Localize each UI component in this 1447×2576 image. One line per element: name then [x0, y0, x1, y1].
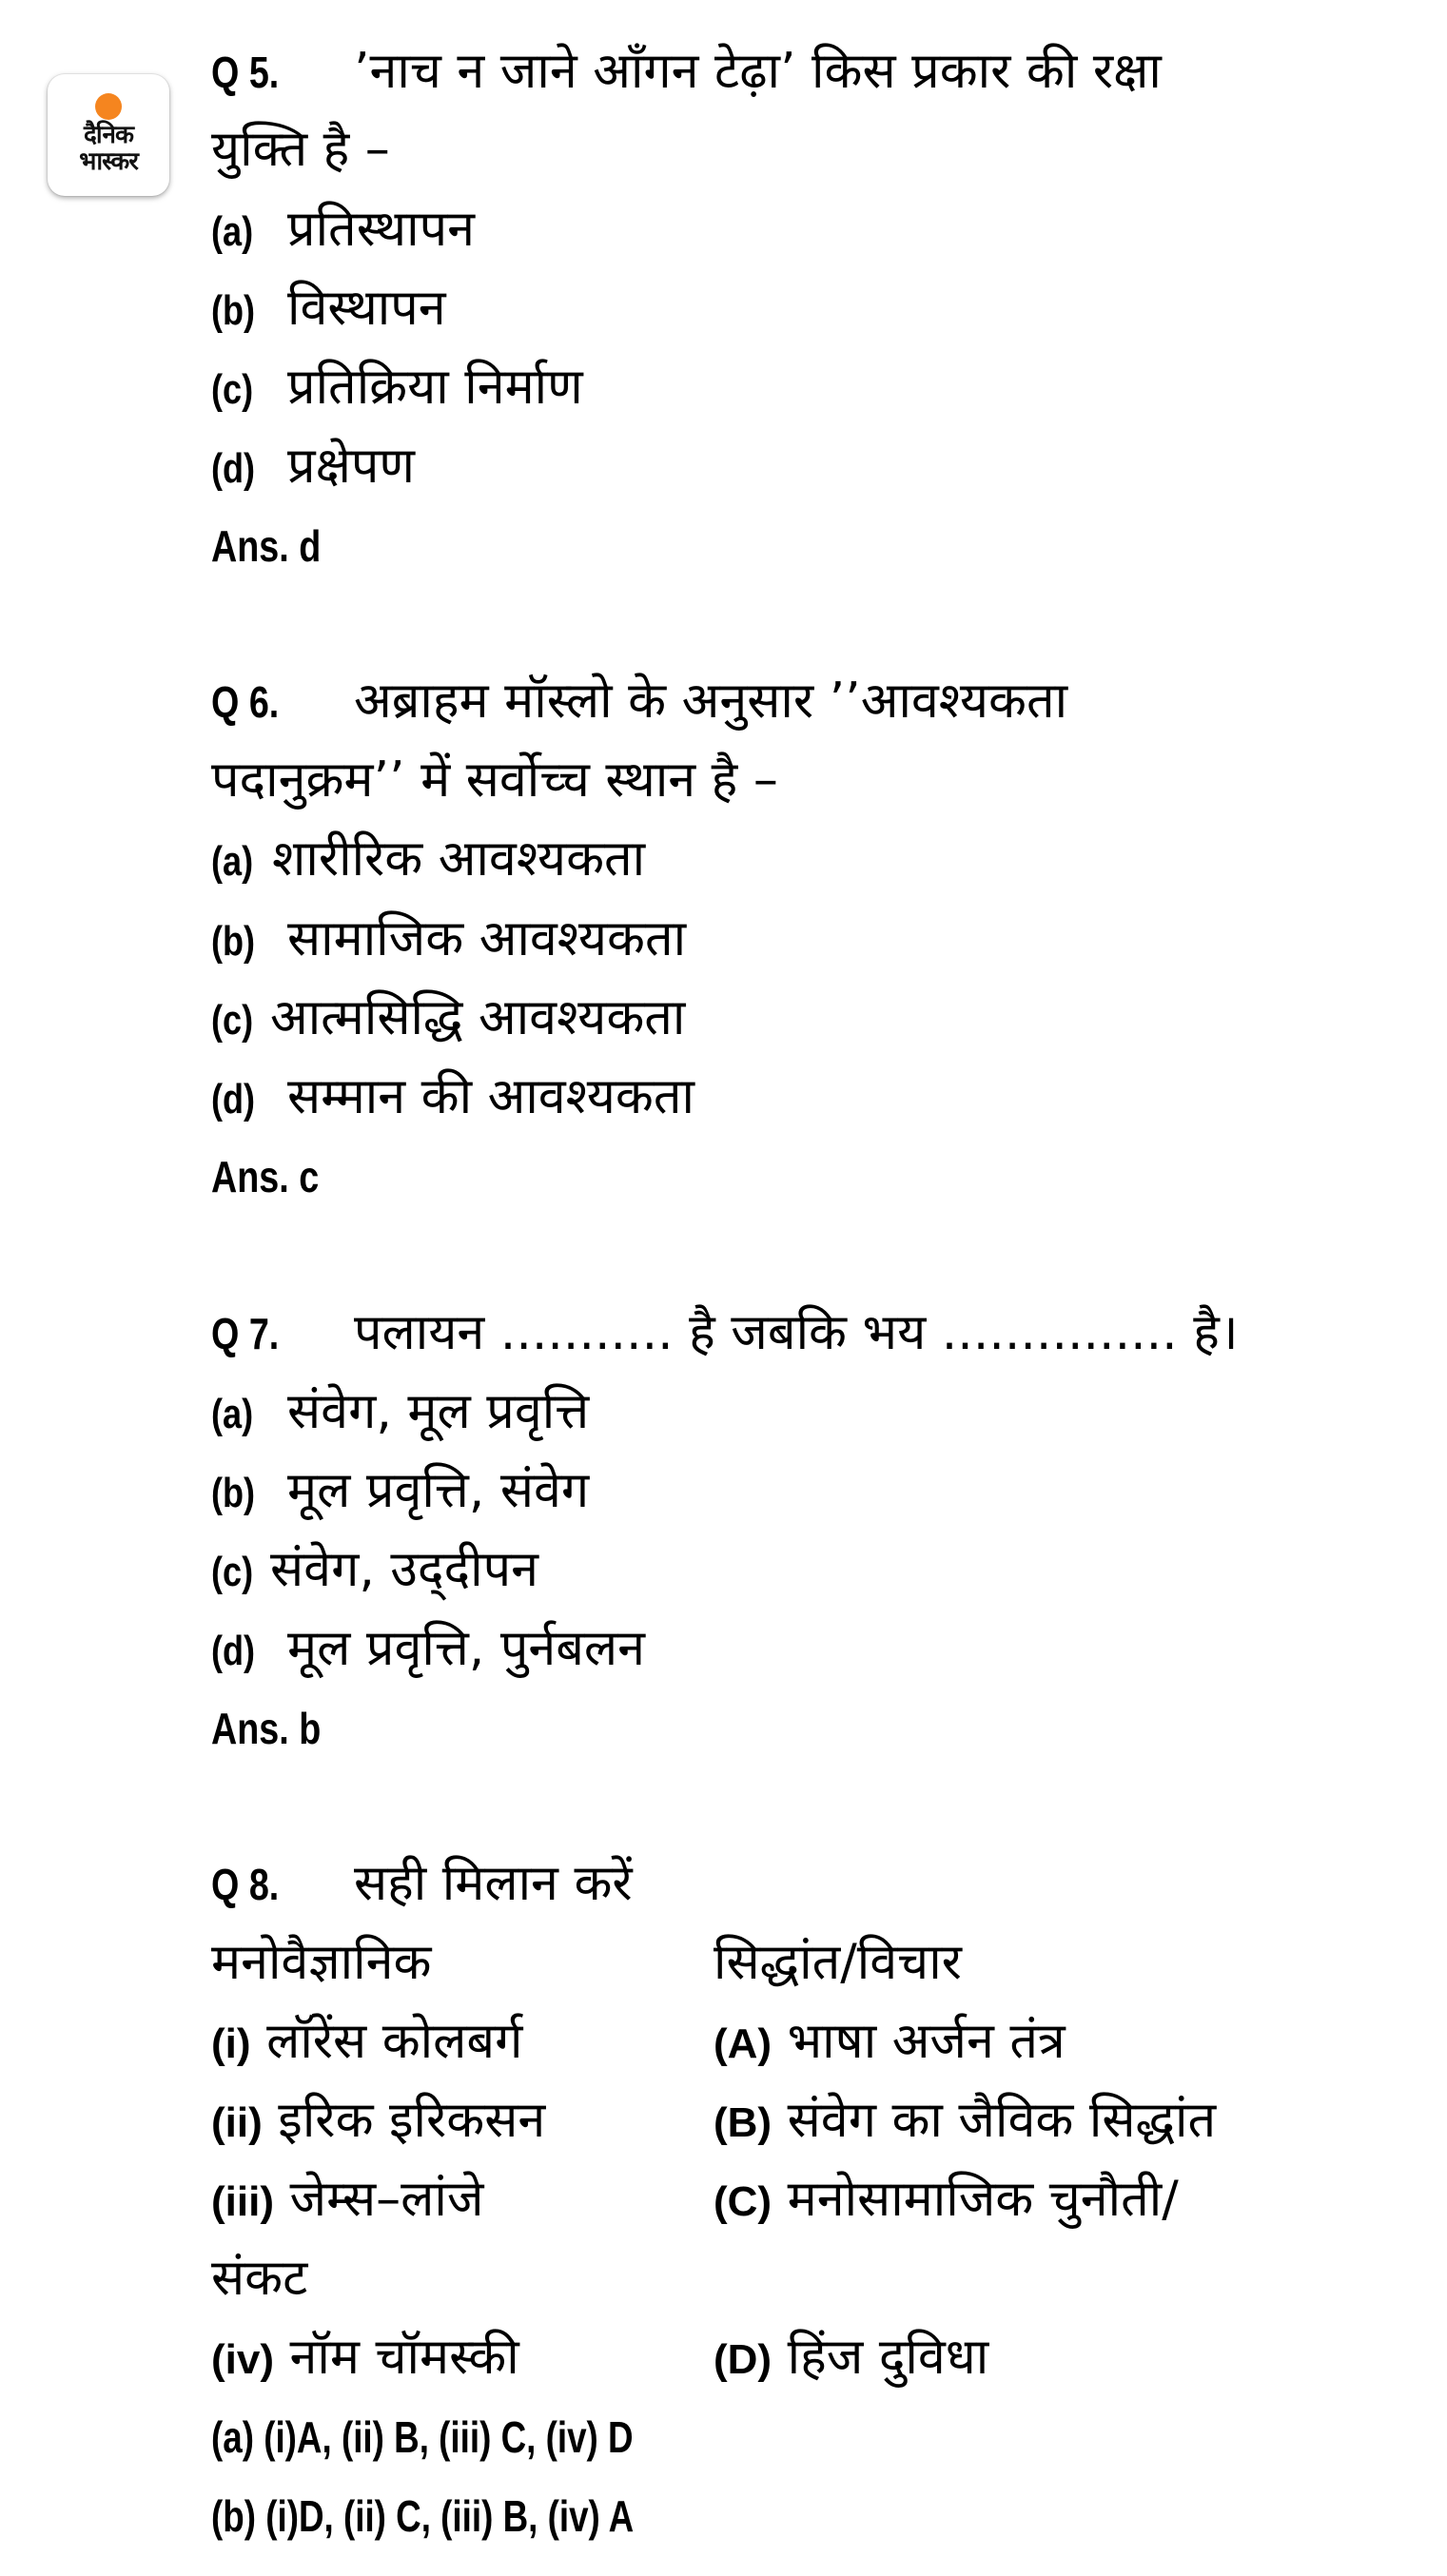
option-d [211, 1064, 694, 1133]
option-text: शारीरिक आवश्यकता [272, 830, 646, 888]
match-continuation: संकट [211, 2250, 308, 2307]
question-text: अब्राहम मॉस्लो के अनुसार ’’आवश्यकता [354, 673, 1068, 730]
question-8 [211, 1850, 633, 1918]
option-label: (a) [211, 838, 254, 885]
column-header-right: सिद्धांत/विचार [714, 1934, 962, 1991]
choice-b: (b) (i)D, (ii) C, (iii) B, (iv) A [211, 2491, 635, 2541]
match-left-ii [211, 2087, 545, 2156]
match-text: नॉम चॉमस्की [289, 2329, 519, 2386]
question-text: सही मिलान करें [354, 1855, 633, 1912]
match-text: लॉरेंस कोलबर्ग [266, 2013, 523, 2070]
match-text: हिंज दुविधा [787, 2329, 989, 2386]
option-text: संवेग, उद्‌दीपन [270, 1541, 538, 1598]
answer-text: Ans. d [211, 521, 322, 571]
match-right-c [714, 2166, 1179, 2235]
sun-icon [95, 93, 122, 120]
question-6 [211, 668, 1067, 735]
option-text: मूल प्रवृत्ति, संवेग [287, 1462, 590, 1519]
option-label: (c) [211, 366, 254, 413]
match-text: जेम्स–लांजे [289, 2171, 484, 2228]
question-text-cont: युक्ति है – [211, 121, 390, 178]
match-label: (D) [714, 2336, 772, 2383]
option-a [211, 826, 645, 895]
option-label: (d) [211, 1076, 256, 1122]
option-c [211, 354, 583, 423]
option-label: (d) [211, 445, 256, 492]
question-text: ’नाच न जाने आँगन टेढ़ा’ किस प्रकार की रक्षा [354, 43, 1162, 100]
option-text: प्रतिस्थापन [287, 201, 475, 258]
answer [211, 1142, 342, 1210]
match-right-d [714, 2324, 988, 2393]
question-number: Q 6. [211, 677, 280, 727]
question-7 [211, 1299, 1239, 1367]
option-d [211, 1615, 645, 1685]
option-text: प्रतिक्रिया निर्माण [287, 359, 583, 416]
option-a [211, 196, 475, 265]
answer-text: Ans. b [211, 1704, 322, 1753]
match-text: संवेग का जैविक सिद्धांत [787, 2092, 1217, 2149]
match-label: (ii) [211, 2099, 263, 2146]
match-label: (iii) [211, 2178, 274, 2225]
match-left-iii [211, 2166, 483, 2235]
match-label: (iv) [211, 2336, 274, 2383]
choice-a: (a) (i)A, (ii) B, (iii) C, (iv) D [211, 2412, 634, 2462]
option-text: संवेग, मूल प्रवृत्ति [287, 1383, 590, 1440]
option-label: (b) [211, 287, 256, 334]
dainik-bhaskar-logo [48, 74, 169, 196]
match-text: मनोसामाजिक चुनौती/ [787, 2171, 1179, 2228]
option-text: सम्मान की आवश्यकता [287, 1068, 694, 1125]
option-text: प्रक्षेपण [287, 438, 416, 495]
answer-text: Ans. c [211, 1152, 320, 1201]
option-label: (d) [211, 1628, 256, 1674]
option-b [211, 275, 446, 344]
option-b [211, 906, 686, 975]
question-5 [211, 38, 1162, 106]
match-right-a [714, 2008, 1066, 2078]
option-text: आत्मसिद्धि आवश्यकता [270, 989, 686, 1046]
match-text: इरिक इरिकसन [278, 2092, 546, 2149]
column-header-left: मनोवैज्ञानिक [211, 1934, 432, 1991]
question-text-cont: पदानुक्रम’’ में सर्वोच्च स्थान है – [211, 751, 778, 809]
option-text: मूल प्रवृत्ति, पुर्नबलन [287, 1620, 646, 1677]
question-number: Q 8. [211, 1860, 280, 1909]
match-label: (i) [211, 2020, 251, 2067]
question-number: Q 7. [211, 1309, 280, 1358]
option-c [211, 985, 685, 1054]
option-label: (b) [211, 1470, 256, 1516]
option-c [211, 1536, 538, 1606]
match-label: (A) [714, 2020, 772, 2067]
question-text: पलायन ........... है जबकि भय ............... है। [354, 1304, 1239, 1361]
option-label: (a) [211, 1391, 254, 1437]
option-b [211, 1457, 589, 1527]
option-text: विस्थापन [287, 280, 446, 337]
question-number: Q 5. [211, 48, 280, 97]
match-label: (B) [714, 2099, 772, 2146]
answer [211, 1694, 345, 1762]
option-label: (c) [211, 1549, 254, 1595]
match-label: (C) [714, 2178, 772, 2225]
answer [211, 512, 345, 579]
match-left-iv [211, 2324, 519, 2393]
option-label: (c) [211, 997, 254, 1044]
option-label: (a) [211, 208, 254, 255]
logo-text-line1: दैनिक [84, 121, 133, 149]
match-right-b [714, 2087, 1216, 2156]
match-text: भाषा अर्जन तंत्र [787, 2013, 1066, 2070]
option-a [211, 1378, 589, 1448]
logo-text-line2: भास्कर [79, 147, 138, 176]
match-left-i [211, 2008, 522, 2078]
option-text: सामाजिक आवश्यकता [287, 910, 687, 967]
option-d [211, 433, 415, 502]
option-label: (b) [211, 918, 256, 965]
